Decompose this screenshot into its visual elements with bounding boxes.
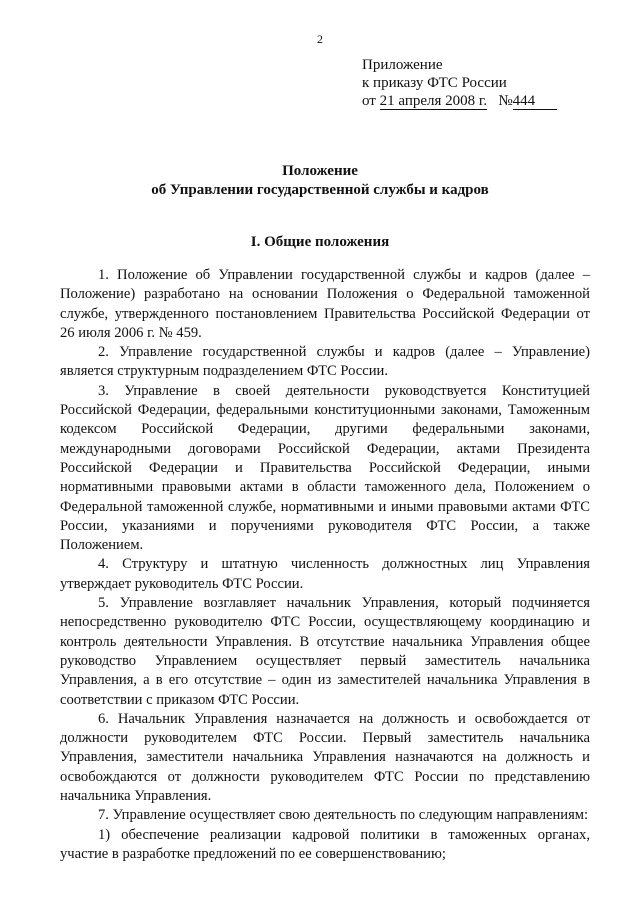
section-heading: I. Общие положения <box>250 234 390 250</box>
paragraph-5: 5. Управление возглавляет начальник Управления, который подчиняется непосредственно руководителю ФТС России, осуществляющему координацию и контроль деятельности Управления. В отсутствие начальника Управления общее руководство Управлением осуществляет первый заместитель начальника Управления, а в его отсутствие – один из заместителей начальника Управления в соответствии с приказом ФТС России. <box>60 595 590 708</box>
appendix-date: 21 апреля 2008 г. <box>379 93 488 109</box>
paragraph-6: 6. Начальник Управления назначается на должность и освобождается от должности руководителем ФТС России. Первый заместитель начальника Управления, заместители начальника Управления назначаются на должность и освобождаются от должности руководителем ФТС России по представлению начальника Управления. <box>60 710 590 805</box>
appendix-from-label: от <box>362 93 376 109</box>
appendix-label: Приложение <box>362 57 443 73</box>
paragraph-1: 1. Положение об Управлении государственной службы и кадров (далее – Положение) разработано на основании Положения о Федеральной таможенной службе, утвержденного постановлением Правительства Российской Федерации от 26 июля 2006 г. № 459. <box>60 267 590 341</box>
appendix-order-ref: к приказу ФТС России <box>362 75 507 91</box>
document-title-line1: Положение <box>282 163 358 179</box>
document-body <box>60 266 590 864</box>
list-item-1: 1) обеспечение реализации кадровой политики в таможенных органах, участие в разработке предложений по ее совершенствованию; <box>60 826 590 862</box>
appendix-number: 444 <box>513 93 557 110</box>
appendix-date-line <box>362 92 557 110</box>
document-title <box>0 162 640 200</box>
paragraph-2: 2. Управление государственной службы и кадров (далее – Управление) является структурным подразделением ФТС России. <box>60 344 590 380</box>
page-number: 2 <box>317 32 323 46</box>
paragraph-3: 3. Управление в своей деятельности руководствуется Конституцией Российской Федерации, федеральными конституционными законами, Таможенным кодексом Российской Федерации, другими федеральными законами, международными договорами Российской Федерации, актами Президента Российской Федерации и Правительства Российской Федерации, иными нормативными правовыми актами в области таможенного дела, Положением о Федеральной таможенной службе, нормативными и иными правовыми актами ФТС России, указаниями и поручениями руководителя ФТС России, а также Положением. <box>60 382 590 554</box>
appendix-block <box>362 56 557 110</box>
paragraph-4: 4. Структуру и штатную численность должностных лиц Управления утверждает руководитель ФТС России. <box>60 556 590 592</box>
document-title-line2: об Управлении государственной службы и кадров <box>151 182 489 198</box>
appendix-number-label: № <box>498 93 513 109</box>
paragraph-7: 7. Управление осуществляет свою деятельность по следующим направлениям: <box>98 807 589 824</box>
